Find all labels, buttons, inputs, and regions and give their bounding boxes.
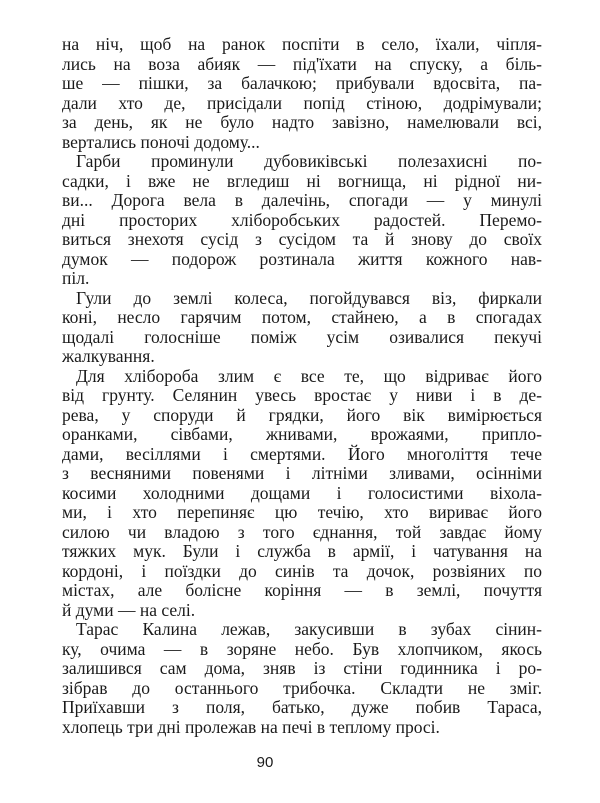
text-line: містах, але болісне коріння — в землі, почуття	[62, 580, 542, 600]
text-line: ви... Дорога вела в далечінь, спогади — у минулі	[62, 190, 542, 210]
text-line: щодалі голосніше поміж усім озивалися пекучі	[62, 326, 542, 347]
text-line: на ніч, щоб на ранок поспіти в село, їхали, чіпля-	[62, 34, 542, 54]
text-line: тяжких мук. Були і служба в армії, і чатування на	[62, 541, 542, 561]
text-line: вертались поночі додому...	[62, 131, 260, 152]
text-line: за день, як не було надто завізно, намелювали всі,	[62, 112, 542, 132]
text-line: Приїхавши з поля, батько, дуже побив Тараса,	[62, 697, 542, 717]
text-line: ку, очима — в зоряне небо. Був хлопчиком, якось	[62, 638, 542, 659]
text-line: рева, у споруди й грядки, його вік вимірюється	[62, 404, 542, 425]
text-line: ми, і хто перепиняє цю течію, хто вириває його	[62, 502, 542, 522]
text-line: думок — подорож розтинала життя кожного нав-	[62, 248, 542, 269]
text-line: Гарби проминули дубовиківські полезахисні по-	[76, 151, 542, 171]
text-line: хлопець три дні пролежав на печі в теплому просі.	[62, 716, 440, 737]
text-line: Для хлібороба злим є все те, що відриває його	[76, 365, 542, 386]
paragraph	[62, 35, 542, 152]
paragraph	[62, 367, 542, 621]
text-line: жалкування.	[62, 346, 155, 366]
text-line: дні просторих хліборобських радостей. Перемо-	[62, 209, 542, 230]
text-line: оранками, сівбами, жнивами, врожаями, припло-	[62, 424, 542, 444]
text-line: Тарас Калина лежав, закусивши в зубах сінин-	[76, 619, 542, 639]
text-line: й думи — на селі.	[62, 599, 196, 620]
text-line: ше — пішки, за балачкою; прибували вдосвіта, па-	[62, 73, 542, 93]
text-line: садки, і вже не вгледиш ні вогнища, ні рідної ни-	[62, 170, 542, 191]
text-line: Гули до землі колеса, погойдувався віз, фиркали	[76, 287, 542, 308]
page-number: 90	[256, 754, 274, 771]
text-line: силою чи владою з того єднання, той завдає йому	[62, 521, 542, 542]
paragraph	[62, 620, 542, 737]
text-line: з весняними повенями і літніми зливами, осінніми	[62, 463, 542, 483]
text-line: зібрав до останнього трибочка. Складти не зміг.	[62, 677, 542, 698]
book-page-text	[62, 35, 542, 737]
text-line: кордоні, і поїздки до синів та дочок, розвіяних по	[62, 560, 542, 581]
paragraph	[62, 152, 542, 289]
text-line: лись на воза абияк — під'їхати на спуску, а біль-	[62, 53, 542, 74]
text-line: косими холодними дощами і голосистими віхола-	[62, 482, 542, 503]
text-line: піл.	[62, 268, 90, 288]
text-line: дали хто де, присідали попід стіною, додрімували;	[62, 92, 542, 113]
paragraph	[62, 289, 542, 367]
text-line: дами, весіллями і смертями. Його многоліття тече	[62, 443, 542, 464]
text-line: від грунту. Селянин увесь вростає у ниви і в де-	[62, 385, 542, 405]
text-line: коні, несло гарячим потом, стайнею, а в спогадах	[62, 307, 542, 327]
text-line: залишився сам дома, зняв із стіни годинника і ро-	[62, 658, 542, 678]
text-line: виться знехотя сусід з сусідом та й знову до своїх	[62, 229, 542, 249]
